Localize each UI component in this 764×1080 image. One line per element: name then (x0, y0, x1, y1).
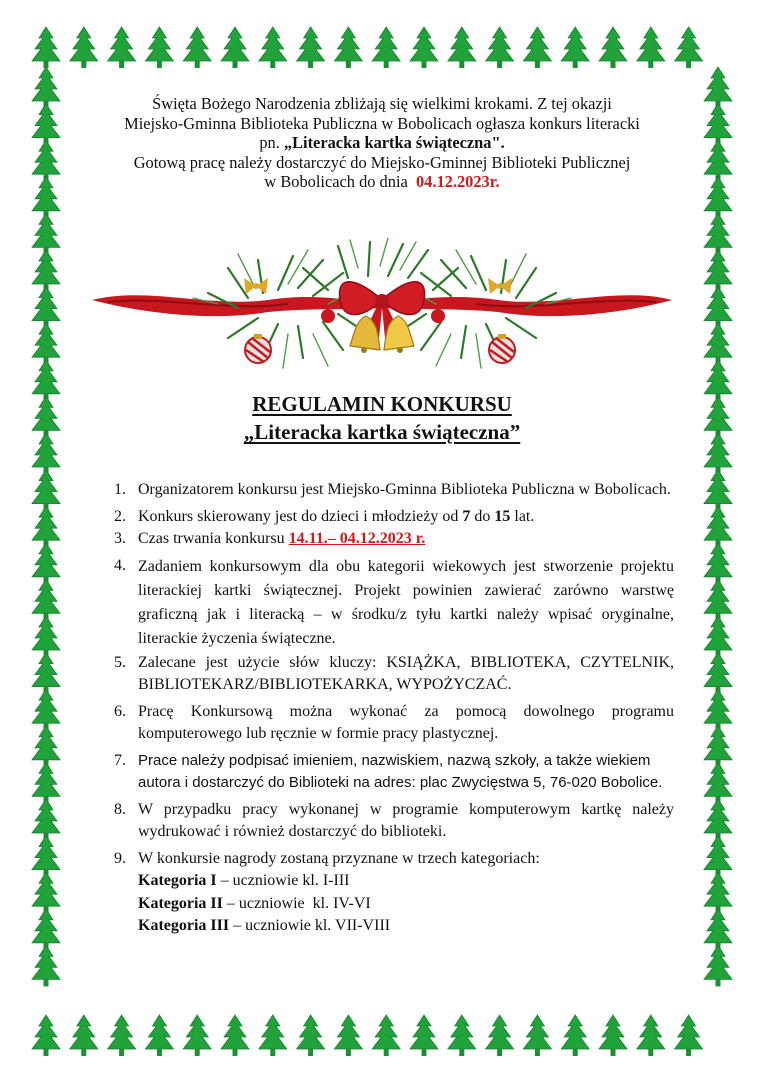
tree-icon (704, 579, 732, 620)
tree-icon (32, 1015, 60, 1056)
tree-icon (704, 213, 732, 254)
rule-number: 5. (114, 653, 126, 671)
tree-column-left (32, 67, 60, 986)
tree-icon (221, 1015, 249, 1056)
tree-icon (297, 27, 325, 68)
tree-column-right (704, 67, 732, 986)
tree-icon (704, 104, 732, 145)
rule-number: 3. (114, 530, 126, 547)
tree-icon (32, 323, 60, 364)
tree-icon (70, 27, 98, 68)
rule-text: Prace należy podpisać imieniem, nazwiskiem, nazwą szkoły, a także wiekiem autora i dostarczyć do Biblioteki na adres: plac Zwycięstwa 5, 76-020 Bobolice. (138, 751, 663, 791)
tree-icon (704, 470, 732, 511)
rule-number: 8. (114, 800, 126, 818)
age-to: 15 (494, 507, 511, 525)
tree-icon (561, 1015, 589, 1056)
tree-icon (70, 1015, 98, 1056)
tree-icon (704, 762, 732, 803)
rule-text-span: do (470, 507, 495, 525)
rule-number: 7. (114, 751, 126, 769)
intro-line: Miejsko-Gminna Biblioteka Publiczna w Bobolicach ogłasza konkurs literacki (124, 113, 640, 133)
tree-icon (108, 27, 136, 68)
rule-text: Pracę Konkursową można wykonać za pomocą dowolnego programu komputerowego lub ręcznie w formie pracy plastycznej. (138, 702, 674, 742)
tree-icon (32, 836, 60, 877)
tree-icon (32, 104, 60, 145)
tree-icon (704, 323, 732, 364)
tree-icon (32, 470, 60, 511)
tree-icon (704, 799, 732, 840)
tree-icon (32, 799, 60, 840)
intro-text-span: pn. (259, 133, 284, 152)
tree-icon (448, 27, 476, 68)
tree-icon (259, 1015, 287, 1056)
tree-icon (32, 287, 60, 328)
tree-icon (410, 1015, 438, 1056)
tree-icon (704, 287, 732, 328)
tree-icon (704, 653, 732, 694)
rule-text-span: W konkursie nagrody zostaną przyznane w trzech kategoriach: (138, 849, 540, 867)
category-item (138, 893, 674, 916)
tree-icon (704, 726, 732, 767)
tree-icon (32, 67, 60, 108)
rule-item (114, 479, 674, 502)
christmas-garland-image (88, 238, 676, 380)
rule-text: W przypadku pracy wykonanej w programie komputerowym kartkę należy wydrukować i również dostarczyć do biblioteki. (138, 800, 674, 840)
rule-item (114, 506, 674, 529)
tree-icon (704, 616, 732, 657)
age-from: 7 (462, 507, 471, 525)
rule-text (138, 848, 674, 938)
tree-row-top (32, 27, 703, 68)
intro-text-span: w Bobolicach do dnia (264, 172, 416, 191)
tree-icon (32, 726, 60, 767)
tree-icon (704, 836, 732, 877)
rule-text (138, 506, 674, 529)
category-item (138, 915, 674, 938)
tree-icon (704, 506, 732, 547)
tree-icon (704, 689, 732, 730)
rule-item (114, 652, 674, 697)
rule-item (114, 555, 674, 651)
regulations-title: REGULAMIN KONKURSU (252, 392, 512, 416)
intro-line (90, 172, 674, 192)
tree-icon (32, 543, 60, 584)
tree-icon (32, 872, 60, 913)
rule-item (114, 799, 674, 844)
tree-icon (704, 177, 732, 218)
tree-icon (32, 762, 60, 803)
tree-icon (372, 1015, 400, 1056)
contest-name: „Literacka kartka świąteczna". (283, 133, 505, 152)
tree-icon (32, 140, 60, 181)
deadline-date: 04.12.2023r. (415, 172, 500, 191)
tree-icon (297, 1015, 325, 1056)
tree-icon (372, 27, 400, 68)
intro-text (90, 94, 674, 192)
tree-icon (704, 909, 732, 950)
tree-icon (523, 1015, 551, 1056)
intro-line (90, 133, 674, 153)
tree-icon (259, 27, 287, 68)
tree-icon (32, 945, 60, 986)
tree-icon (32, 909, 60, 950)
contest-period: 14.11.– 04.12.2023 r. (288, 530, 426, 547)
tree-icon (32, 653, 60, 694)
rule-number: 6. (114, 702, 126, 720)
tree-icon (675, 1015, 703, 1056)
tree-icon (704, 250, 732, 291)
tree-icon (32, 689, 60, 730)
tree-icon (561, 27, 589, 68)
rule-number: 4. (114, 556, 126, 574)
rule-item (114, 528, 674, 551)
tree-icon (32, 177, 60, 218)
rule-text: Zadaniem konkursowym dla obu kategorii wiekowych jest stworzenie projektu literackiej kartki świątecznej. Projekt powinien zawierać zarówno warstwę graficzną jak i literacką – w środku/z tyłu kartki należy wpisać oryginalne, literackie życzenia świąteczne. (138, 557, 674, 647)
category-desc: – uczniowie kl. VII-VIII (229, 917, 391, 934)
rule-text-span: Konkurs skierowany jest do dzieci i młodzieży od (138, 507, 463, 525)
tree-icon (704, 945, 732, 986)
tree-icon (410, 27, 438, 68)
tree-icon (108, 1015, 136, 1056)
tree-icon (32, 579, 60, 620)
tree-icon (486, 27, 514, 68)
tree-icon (32, 213, 60, 254)
tree-icon (32, 250, 60, 291)
tree-icon (183, 1015, 211, 1056)
tree-icon (32, 506, 60, 547)
tree-icon (675, 27, 703, 68)
category-label: Kategoria II (138, 894, 223, 912)
tree-row-bottom (32, 1015, 703, 1056)
tree-icon (704, 872, 732, 913)
tree-icon (704, 67, 732, 108)
tree-icon (448, 1015, 476, 1056)
rule-item (114, 750, 674, 795)
rule-number: 9. (114, 849, 126, 867)
rule-text (138, 528, 674, 551)
tree-icon (599, 1015, 627, 1056)
rule-text-span: lat. (510, 507, 535, 525)
rule-number: 2. (114, 507, 126, 525)
category-desc: – uczniowie kl. IV-VI (222, 894, 371, 912)
tree-icon (523, 27, 551, 68)
tree-icon (221, 27, 249, 68)
tree-icon (145, 27, 173, 68)
rule-text-span: Czas trwania konkursu (138, 530, 289, 547)
tree-icon (637, 1015, 665, 1056)
rule-number: 1. (114, 481, 126, 498)
tree-icon (334, 27, 362, 68)
category-label: Kategoria III (138, 917, 230, 934)
tree-icon (637, 27, 665, 68)
tree-icon (183, 27, 211, 68)
category-desc: – uczniowie kl. I-III (216, 872, 350, 889)
intro-line: Gotową pracę należy dostarczyć do Miejsko-Gminnej Biblioteki Publicznej (133, 152, 631, 172)
tree-icon (334, 1015, 362, 1056)
tree-icon (32, 616, 60, 657)
rule-text: Zalecane jest użycie słów kluczy: KSIĄŻKA, BIBLIOTEKA, CZYTELNIK, BIBLIOTEKARZ/BIBLIOTEKARKA, WYPOŻYCZAĆ. (138, 653, 674, 693)
tree-icon (486, 1015, 514, 1056)
rule-item (114, 701, 674, 746)
regulations-subtitle: „Literacka kartka świąteczna” (243, 420, 521, 444)
rule-item (114, 848, 674, 938)
rule-text: Organizatorem konkursu jest Miejsko-Gminna Biblioteka Publiczna w Bobolicach. (138, 481, 671, 498)
rules-list (114, 479, 674, 942)
tree-icon (145, 1015, 173, 1056)
intro-line: Święta Bożego Narodzenia zbliżają się wielkimi krokami. Z tej okazji (152, 94, 612, 113)
category-item (138, 870, 674, 893)
tree-icon (704, 140, 732, 181)
tree-icon (599, 27, 627, 68)
tree-icon (704, 543, 732, 584)
category-label: Kategoria I (138, 872, 217, 889)
tree-icon (32, 27, 60, 68)
